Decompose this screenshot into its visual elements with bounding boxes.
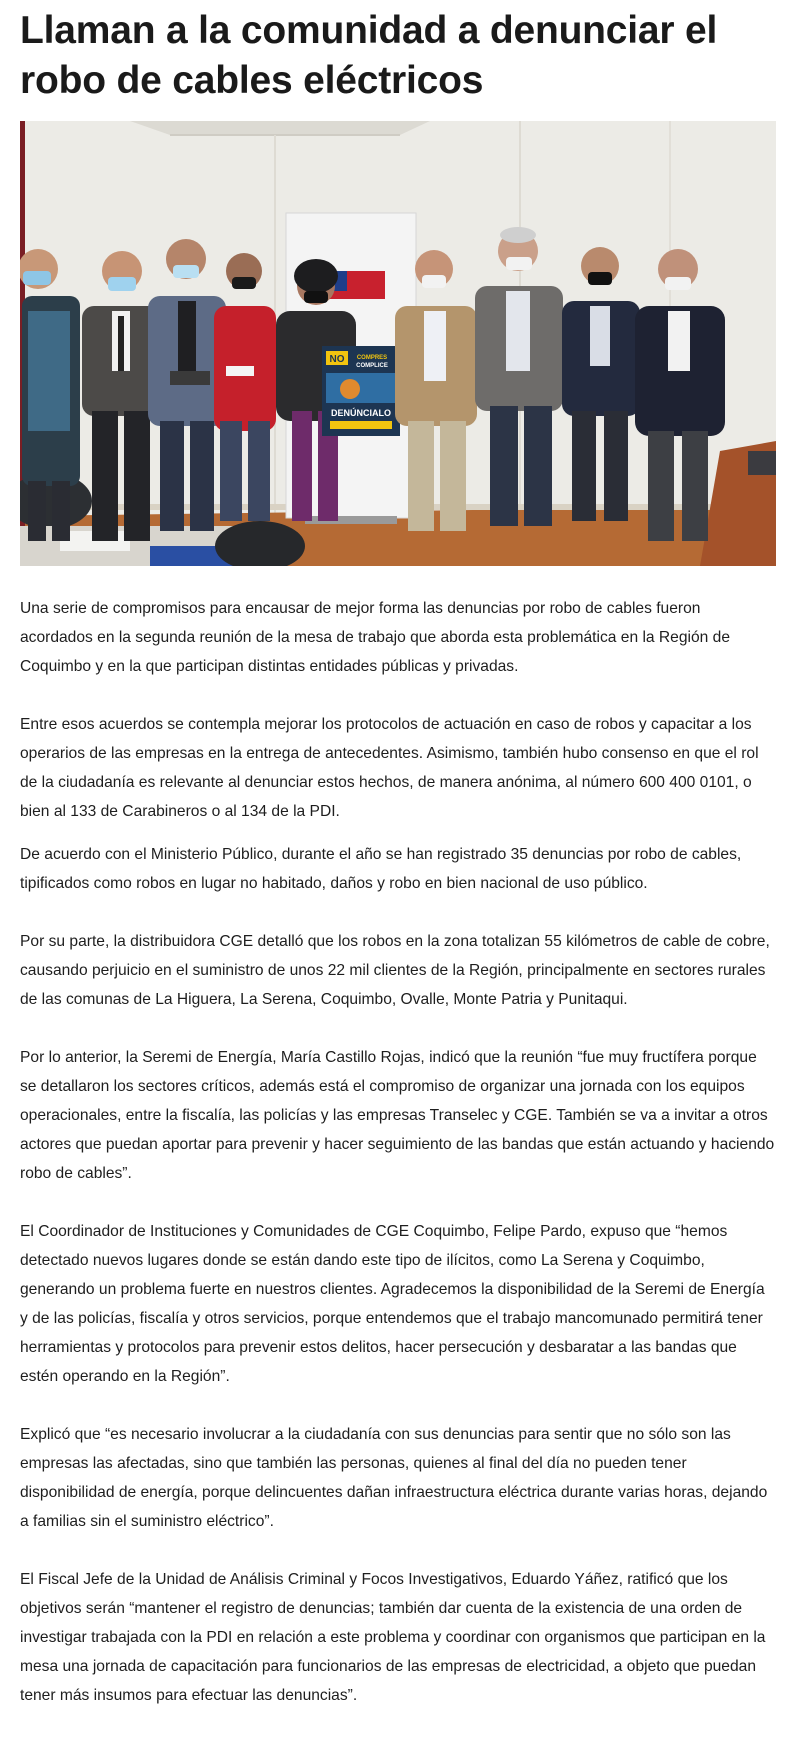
article-photo <box>20 121 776 566</box>
campaign-poster <box>322 346 400 436</box>
poster-line2: COMPLICE <box>356 363 388 369</box>
article-paragraph: Explicó que “es necesario involucrar a la ciudadanía con sus denuncias para sentir que no sólo son las empresas las afectadas, sino que también las personas, quienes al final del día no pueden tener disponibilidad de energía, porque delincuentes dañan infraestructura eléctrica durante varias horas, dejando a familias sin el suministro eléctrico”. <box>20 1426 768 1530</box>
group-photo-illustration <box>20 121 776 566</box>
article <box>20 0 776 1704</box>
article-paragraph: Por su parte, la distribuidora CGE detalló que los robos en la zona totalizan 55 kilómetros de cable de cobre, causando perjuicio en el suministro de unos 22 mil clientes de la Región, principalmente en sectores rurales de las comunas de La Higuera, La Serena, Coquimbo, Ovalle, Monte Patria y Punitaqui. <box>20 933 770 1008</box>
poster-badge: NO <box>329 354 345 365</box>
poster-cta: DENÚNCIALO <box>331 408 391 418</box>
article-paragraph: Una serie de compromisos para encausar de mejor forma las denuncias por robo de cables fueron acordados en la segunda reunión de la mesa de trabajo que aborda esta problemática en la Región de Coquimbo y en la que participan distintas entidades públicas y privadas. <box>20 600 731 675</box>
poster-line1: COMPRES <box>356 355 388 361</box>
article-title: Llaman a la comunidad a denunciar el robo de cables eléctricos <box>20 9 718 102</box>
article-paragraph: Por lo anterior, la Seremi de Energía, María Castillo Rojas, indicó que la reunión “fue muy fructífera porque se detallaron los sectores críticos, además está el compromiso de organizar una jornada con los equipos operacionales, entre la fiscalía, las policías y las empresas Transelec y CGE. También se va a invitar a otros actores que puedan aportar para prevenir y hacer seguimiento de las bandas que están actuando y haciendo robo de cables”. <box>20 1049 775 1182</box>
article-paragraph: El Fiscal Jefe de la Unidad de Análisis Criminal y Focos Investigativos, Eduardo Yáñez, ratificó que los objetivos serán “mantener el registro de denuncias; también dar cuenta de la existencia de una orden de investigar trabajada con la PDI en relación a este problema y coordinar con organismos que participan en la mesa una jornada de capacitación para funcionarios de las empresas de electricidad, a objeto que puedan tener más insumos para efectuar las denuncias”. <box>20 1571 766 1704</box>
article-paragraph: De acuerdo con el Ministerio Público, durante el año se han registrado 35 denuncias por robo de cables, tipificados como robos en lugar no habitado, daños y robo en bien nacional de uso público. <box>20 846 742 892</box>
article-paragraph: El Coordinador de Instituciones y Comunidades de CGE Coquimbo, Felipe Pardo, expuso que “hemos detectado nuevos lugares donde se están dando este tipo de ilícitos, como La Serena y Coquimbo, generando un problema fuerte en nuestros clientes. Agradecemos la disponibilidad de la Seremi de Energía y de las policías, fiscalía y otros servicios, porque entendemos que el trabajo mancomunado permitirá tener herramientas y protocolos para prevenir estos delitos, hacer persecución y desbaratar a las bandas que estén operando en la Región”. <box>20 1223 765 1385</box>
article-body <box>20 594 776 1710</box>
article-paragraph: Entre esos acuerdos se contempla mejorar los protocolos de actuación en caso de robos y capacitar a los operarios de las empresas en la entrega de antecedentes. Asimismo, también hubo consenso en que el rol de la ciudadanía es relevante al denunciar estos hechos, de manera anónima, al número 600 400 0101, o bien al 133 de Carabineros o al 134 de la PDI. <box>20 716 759 820</box>
